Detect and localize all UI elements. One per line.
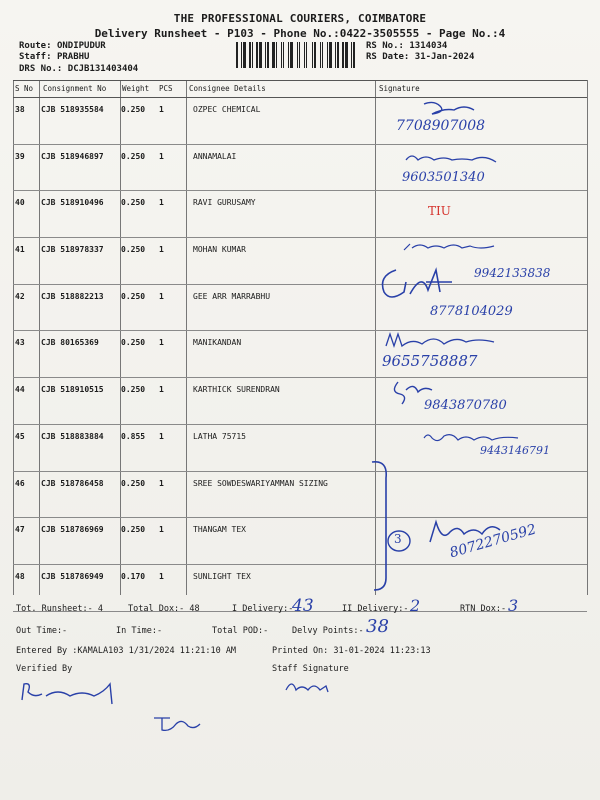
handwritten-phone: 9603501340 bbox=[402, 170, 485, 185]
row-consignment-no: CJB 518786458 bbox=[41, 478, 104, 488]
table-border-right bbox=[587, 80, 588, 595]
row-sno: 39 bbox=[15, 151, 25, 161]
barcode-bar bbox=[263, 42, 264, 68]
row-consignment-no: CJB 518978337 bbox=[41, 245, 104, 255]
drs-line bbox=[19, 64, 138, 74]
barcode-bar bbox=[304, 42, 305, 68]
row-consignment-no: CJB 80165369 bbox=[41, 338, 99, 348]
row-weight: 0.250 bbox=[121, 151, 146, 161]
row-pcs: 1 bbox=[159, 105, 164, 114]
rs-date-line bbox=[366, 52, 474, 62]
rs-no-value: 1314034 bbox=[409, 41, 448, 51]
row-pcs: 1 bbox=[159, 525, 164, 535]
handwritten-phone: 7708907008 bbox=[396, 118, 486, 134]
out-time: Out Time:- bbox=[16, 626, 68, 636]
route-value: ONDIPUDUR bbox=[56, 41, 106, 51]
barcode-bar bbox=[247, 42, 248, 68]
barcode-bar bbox=[356, 42, 357, 68]
signature-scribble bbox=[400, 150, 510, 170]
row-consignee: THANGAM TEX bbox=[193, 525, 246, 535]
total-dox: Total Dox:- 48 bbox=[128, 604, 200, 614]
signature-scribble bbox=[382, 328, 502, 352]
row-sno: 45 bbox=[15, 431, 25, 441]
signature-scribble bbox=[420, 98, 480, 120]
table-header bbox=[13, 81, 587, 98]
barcode-bar bbox=[312, 42, 313, 68]
ii-delivery-value: 2 bbox=[410, 596, 421, 615]
extra-signature bbox=[150, 712, 206, 736]
row-weight: 0.855 bbox=[121, 431, 146, 441]
barcode-bar bbox=[322, 42, 323, 68]
row-weight: 0.170 bbox=[121, 571, 146, 581]
barcode-bar bbox=[249, 42, 251, 68]
staff-signature bbox=[282, 676, 342, 698]
col-signature: Signature bbox=[379, 84, 420, 93]
handwritten-phone: 9942133838 bbox=[474, 266, 551, 280]
barcode-bar bbox=[297, 42, 298, 68]
row-sno: 41 bbox=[15, 245, 25, 255]
row-weight: 0.250 bbox=[121, 338, 146, 348]
col-sno: S No bbox=[15, 84, 34, 93]
total-pod: Total POD:- bbox=[212, 626, 269, 636]
row-consignee: KARTHICK SURENDRAN bbox=[193, 385, 280, 395]
row-sno: 42 bbox=[15, 291, 25, 301]
barcode-bar bbox=[294, 42, 296, 68]
staff-signature-label: Staff Signature bbox=[272, 664, 349, 674]
barcode-bar bbox=[239, 42, 240, 68]
drs-value: DCJB131403404 bbox=[67, 64, 139, 74]
row-consignee: MANIKANDAN bbox=[193, 338, 242, 348]
drs-label: DRS No.: bbox=[19, 64, 63, 74]
row-pcs: 1 bbox=[159, 198, 164, 208]
row-pcs: 1 bbox=[159, 571, 164, 581]
rtn-dox-label: RTN Dox:- bbox=[460, 604, 507, 614]
circled-number-text: 3 bbox=[394, 532, 402, 546]
row-weight: 0.250 bbox=[121, 385, 146, 395]
barcode-bar bbox=[349, 42, 350, 68]
barcode-bar bbox=[267, 42, 269, 68]
barcode-bar bbox=[259, 42, 262, 68]
barcode-bar bbox=[272, 42, 275, 68]
runsheet-subtitle: Delivery Runsheet - P103 - Phone No.:0422-3505555 - Page No.:4 bbox=[94, 27, 506, 40]
barcode-bar bbox=[256, 42, 258, 68]
barcode-bar bbox=[285, 42, 287, 68]
row-consignee: OZPEC CHEMICAL bbox=[193, 105, 261, 114]
row-consignee: GEE ARR MARRABHU bbox=[193, 291, 271, 301]
barcode-bar bbox=[327, 42, 328, 68]
barcode-bar bbox=[243, 42, 246, 68]
bracket-mark bbox=[370, 458, 394, 594]
staff-label: Staff: bbox=[19, 52, 52, 62]
row-sno: 38 bbox=[15, 105, 25, 114]
entered-by: Entered By :KAMALA103 1/31/2024 11:21:10 AM bbox=[16, 646, 237, 656]
row-weight: 0.250 bbox=[121, 291, 146, 301]
col-pcs: PCS bbox=[159, 84, 173, 93]
barcode bbox=[236, 42, 360, 68]
row-consignment-no: CJB 518946897 bbox=[41, 151, 104, 161]
barcode-bar bbox=[320, 42, 321, 68]
route-line bbox=[19, 41, 106, 51]
col-consignment: Consignment No bbox=[43, 84, 107, 93]
barcode-bar bbox=[306, 42, 307, 68]
ii-delivery-label: II Delivery:- bbox=[342, 604, 409, 614]
row-consignment-no: CJB 518883884 bbox=[41, 431, 104, 441]
col-weight: Weight bbox=[122, 84, 150, 93]
barcode-bar bbox=[337, 42, 339, 68]
barcode-bar bbox=[342, 42, 344, 68]
signature-scribble bbox=[400, 238, 500, 256]
barcode-bar bbox=[281, 42, 282, 68]
company-title: THE PROFESSIONAL COURIERS, COIMBATORE bbox=[173, 12, 427, 25]
row-weight: 0.250 bbox=[121, 198, 146, 208]
barcode-bar bbox=[254, 42, 255, 68]
delvy-points-value: 38 bbox=[366, 616, 389, 637]
row-pcs: 1 bbox=[159, 478, 164, 488]
handwritten-phone: 9443146791 bbox=[480, 444, 550, 457]
row-consignment-no: CJB 518910496 bbox=[41, 198, 104, 208]
row-sno: 40 bbox=[15, 198, 25, 208]
row-consignee: SUNLIGHT TEX bbox=[193, 571, 251, 581]
row-weight: 0.250 bbox=[121, 105, 146, 114]
barcode-bar bbox=[276, 42, 277, 68]
row-consignee: RAVI GURUSAMY bbox=[193, 198, 256, 208]
i-delivery-value: 43 bbox=[292, 596, 314, 616]
row-sno: 46 bbox=[15, 478, 25, 488]
row-consignment-no: CJB 518910515 bbox=[41, 385, 104, 395]
row-pcs: 1 bbox=[159, 385, 164, 395]
rs-date-value: 31-Jan-2024 bbox=[414, 52, 475, 62]
row-weight: 0.250 bbox=[121, 478, 146, 488]
verified-by-label: Verified By bbox=[16, 664, 73, 674]
staff-value: PRABHU bbox=[56, 52, 90, 62]
rs-no-label: RS No.: bbox=[366, 41, 404, 51]
barcode-bar bbox=[236, 42, 238, 68]
row-pcs: 1 bbox=[159, 151, 164, 161]
row-weight: 0.250 bbox=[121, 525, 146, 535]
signature-scribble bbox=[376, 262, 466, 306]
col-consignee: Consignee Details bbox=[189, 84, 266, 93]
row-consignment-no: CJB 518935584 bbox=[41, 105, 104, 114]
barcode-bar bbox=[353, 42, 355, 68]
row-consignee: LATHA 75715 bbox=[193, 431, 246, 441]
row-pcs: 1 bbox=[159, 338, 164, 348]
barcode-bar bbox=[278, 42, 280, 68]
verifier-signature bbox=[18, 676, 128, 710]
tot-runsheet: Tot. Runsheet:- 4 bbox=[16, 604, 103, 614]
row-consignment-no: CJB 518786949 bbox=[41, 571, 104, 581]
i-delivery-label: I Delivery:- bbox=[232, 604, 294, 614]
route-label: Route: bbox=[19, 41, 52, 51]
barcode-bar bbox=[314, 42, 316, 68]
barcode-bar bbox=[252, 42, 253, 68]
row-pcs: 1 bbox=[159, 431, 164, 441]
table-row bbox=[13, 191, 587, 238]
barcode-bar bbox=[324, 42, 326, 68]
barcode-bar bbox=[335, 42, 336, 68]
in-time: In Time:- bbox=[116, 626, 163, 636]
row-consignee: SREE SOWDESWARIYAMMAN SIZING bbox=[193, 478, 328, 488]
barcode-bar bbox=[351, 42, 352, 68]
handwritten-phone: 8072270592 bbox=[448, 521, 539, 562]
row-sno: 48 bbox=[15, 571, 25, 581]
rtn-dox-value: 3 bbox=[508, 596, 519, 615]
printed-on: Printed On: 31-01-2024 11:23:13 bbox=[272, 646, 431, 656]
barcode-bar bbox=[283, 42, 284, 68]
barcode-bar bbox=[340, 42, 341, 68]
barcode-bar bbox=[299, 42, 300, 68]
barcode-bar bbox=[329, 42, 332, 68]
row-consignee: MOHAN KUMAR bbox=[193, 245, 246, 255]
barcode-bar bbox=[333, 42, 334, 68]
delvy-points-label: Delvy Points:- bbox=[292, 626, 364, 636]
barcode-bar bbox=[317, 42, 319, 68]
barcode-bar bbox=[270, 42, 271, 68]
staff-line bbox=[19, 52, 89, 62]
barcode-bar bbox=[301, 42, 303, 68]
row-consignment-no: CJB 518882213 bbox=[41, 291, 104, 301]
rs-date-label: RS Date: bbox=[366, 52, 410, 62]
row-sno: 44 bbox=[15, 385, 25, 395]
barcode-bar bbox=[265, 42, 266, 68]
handwritten-note: TIU bbox=[428, 204, 451, 218]
rs-no-line bbox=[366, 41, 447, 51]
barcode-bar bbox=[345, 42, 348, 68]
row-sno: 47 bbox=[15, 525, 25, 535]
row-sno: 43 bbox=[15, 338, 25, 348]
row-consignment-no: CJB 518786969 bbox=[41, 525, 104, 535]
table-row bbox=[13, 98, 587, 145]
handwritten-phone: 9843870780 bbox=[424, 398, 507, 413]
barcode-bar bbox=[241, 42, 242, 68]
row-pcs: 1 bbox=[159, 245, 164, 255]
handwritten-phone: 9655758887 bbox=[382, 352, 478, 370]
row-consignee: ANNAMALAI bbox=[193, 151, 237, 161]
row-weight: 0.250 bbox=[121, 245, 146, 255]
handwritten-phone: 8778104029 bbox=[430, 304, 513, 319]
barcode-bar bbox=[308, 42, 311, 68]
row-pcs: 1 bbox=[159, 291, 164, 301]
barcode-bar bbox=[288, 42, 289, 68]
barcode-bar bbox=[290, 42, 293, 68]
